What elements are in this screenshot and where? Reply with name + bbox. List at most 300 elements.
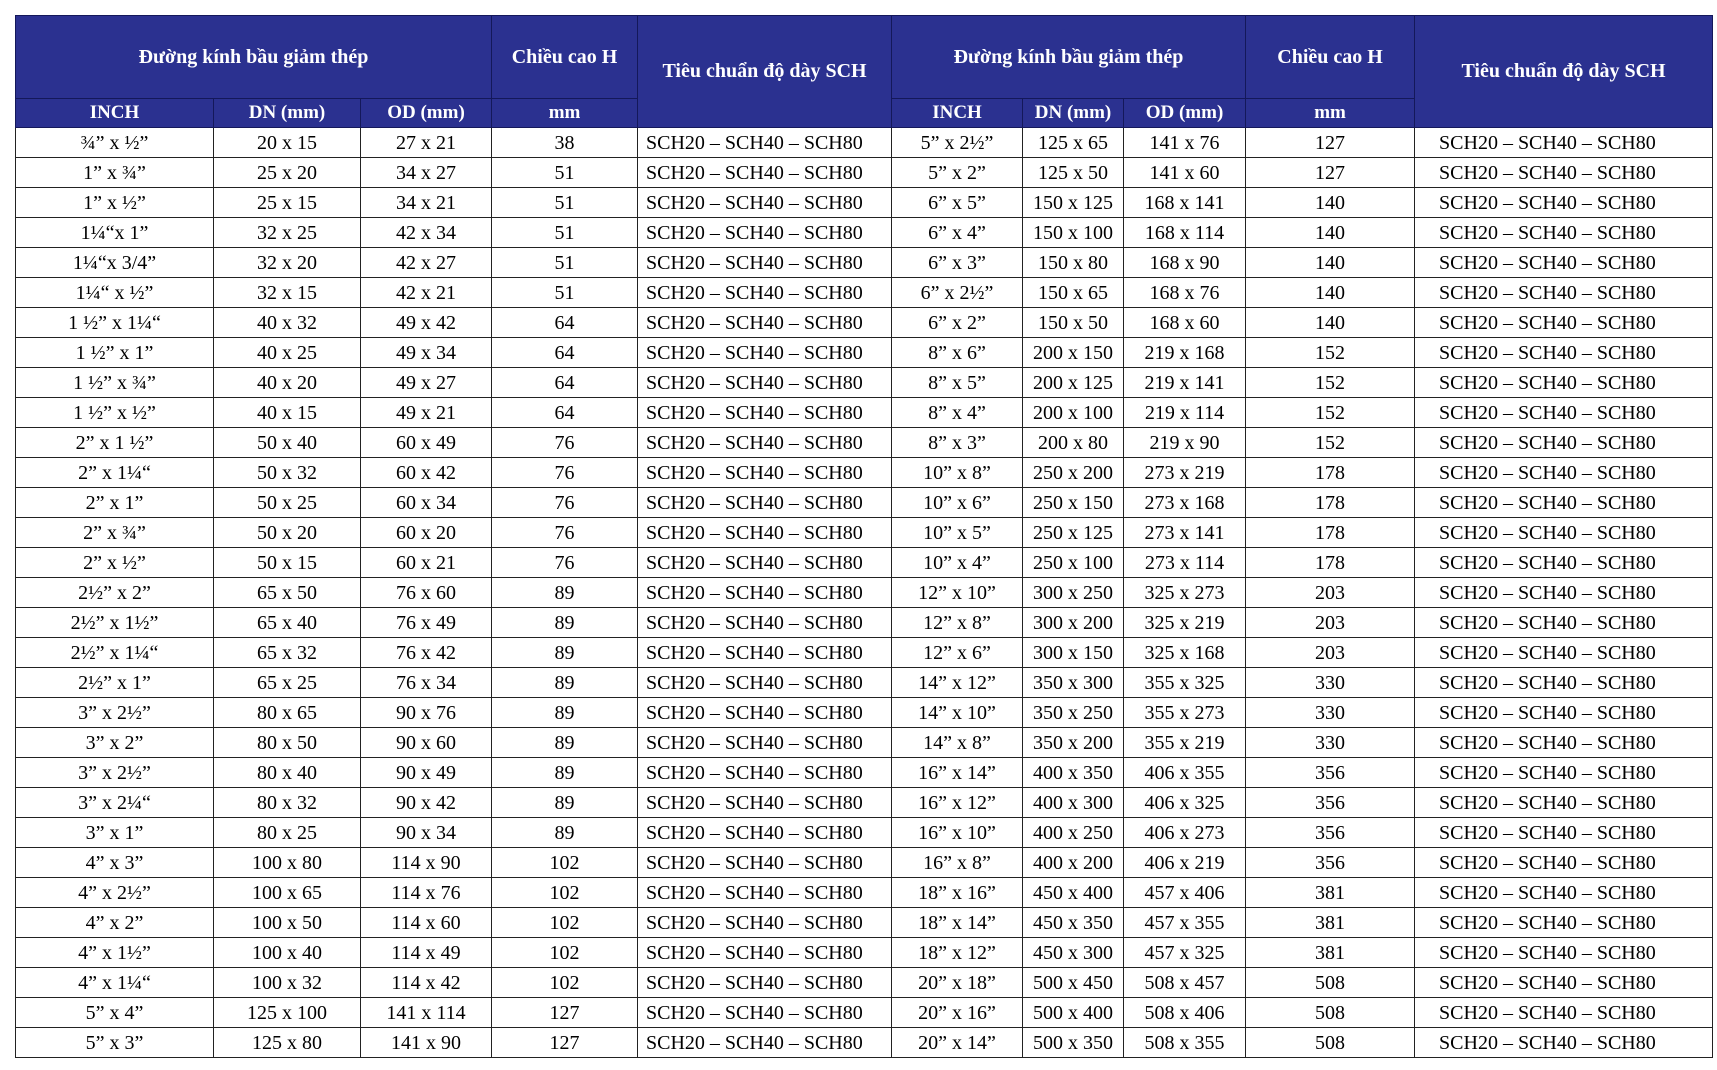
table-row xyxy=(16,998,1713,1028)
table-row xyxy=(16,458,1713,488)
dn-cell: 25 x 15 xyxy=(214,188,361,218)
od-cell: 168 x 90 xyxy=(1124,248,1246,278)
dn-cell: 100 x 50 xyxy=(214,908,361,938)
inch-cell: 16” x 10” xyxy=(892,818,1023,848)
header-diameter-2: Đường kính bầu giảm thép xyxy=(892,16,1246,99)
dn-cell: 150 x 125 xyxy=(1023,188,1124,218)
inch-cell: 1 ½” x 1¼“ xyxy=(16,308,214,338)
height-cell: 89 xyxy=(492,668,638,698)
sch-cell: SCH20 – SCH40 – SCH80 xyxy=(638,638,892,668)
od-cell: 60 x 20 xyxy=(361,518,492,548)
height-cell: 203 xyxy=(1246,578,1415,608)
inch-cell: 12” x 6” xyxy=(892,638,1023,668)
header-unit-2: mm xyxy=(1246,99,1415,128)
height-cell: 140 xyxy=(1246,308,1415,338)
sch-cell: SCH20 – SCH40 – SCH80 xyxy=(1415,158,1713,188)
height-cell: 64 xyxy=(492,398,638,428)
inch-cell: 1 ½” x 1” xyxy=(16,338,214,368)
inch-cell: 5” x 3” xyxy=(16,1028,214,1058)
height-cell: 356 xyxy=(1246,818,1415,848)
od-cell: 42 x 27 xyxy=(361,248,492,278)
od-cell: 325 x 219 xyxy=(1124,608,1246,638)
height-cell: 140 xyxy=(1246,218,1415,248)
height-cell: 38 xyxy=(492,128,638,158)
inch-cell: 2½” x 2” xyxy=(16,578,214,608)
sch-cell: SCH20 – SCH40 – SCH80 xyxy=(638,248,892,278)
sch-cell: SCH20 – SCH40 – SCH80 xyxy=(1415,488,1713,518)
table-header xyxy=(16,16,1713,128)
inch-cell: 4” x 1½” xyxy=(16,938,214,968)
inch-cell: 16” x 12” xyxy=(892,788,1023,818)
dn-cell: 50 x 25 xyxy=(214,488,361,518)
dn-cell: 150 x 100 xyxy=(1023,218,1124,248)
sch-cell: SCH20 – SCH40 – SCH80 xyxy=(1415,458,1713,488)
header-dn-1: DN (mm) xyxy=(214,99,361,128)
sch-cell: SCH20 – SCH40 – SCH80 xyxy=(1415,398,1713,428)
od-cell: 34 x 27 xyxy=(361,158,492,188)
dn-cell: 125 x 80 xyxy=(214,1028,361,1058)
height-cell: 89 xyxy=(492,698,638,728)
sch-cell: SCH20 – SCH40 – SCH80 xyxy=(1415,638,1713,668)
sch-cell: SCH20 – SCH40 – SCH80 xyxy=(638,398,892,428)
dn-cell: 25 x 20 xyxy=(214,158,361,188)
sch-cell: SCH20 – SCH40 – SCH80 xyxy=(638,698,892,728)
dn-cell: 32 x 15 xyxy=(214,278,361,308)
table-row xyxy=(16,698,1713,728)
dn-cell: 40 x 20 xyxy=(214,368,361,398)
dn-cell: 250 x 100 xyxy=(1023,548,1124,578)
height-cell: 152 xyxy=(1246,398,1415,428)
od-cell: 114 x 49 xyxy=(361,938,492,968)
od-cell: 27 x 21 xyxy=(361,128,492,158)
od-cell: 76 x 60 xyxy=(361,578,492,608)
height-cell: 64 xyxy=(492,338,638,368)
sch-cell: SCH20 – SCH40 – SCH80 xyxy=(1415,218,1713,248)
inch-cell: 18” x 16” xyxy=(892,878,1023,908)
height-cell: 51 xyxy=(492,158,638,188)
height-cell: 140 xyxy=(1246,248,1415,278)
inch-cell: 3” x 2½” xyxy=(16,758,214,788)
height-cell: 178 xyxy=(1246,488,1415,518)
spec-table-container xyxy=(15,15,1712,1058)
height-cell: 76 xyxy=(492,518,638,548)
inch-cell: ¾” x ½” xyxy=(16,128,214,158)
sch-cell: SCH20 – SCH40 – SCH80 xyxy=(1415,548,1713,578)
sch-cell: SCH20 – SCH40 – SCH80 xyxy=(1415,968,1713,998)
header-dn-2: DN (mm) xyxy=(1023,99,1124,128)
table-row xyxy=(16,638,1713,668)
header-sch-2: Tiêu chuẩn độ dày SCH xyxy=(1415,16,1713,128)
od-cell: 76 x 34 xyxy=(361,668,492,698)
od-cell: 406 x 219 xyxy=(1124,848,1246,878)
inch-cell: 3” x 2¼“ xyxy=(16,788,214,818)
sch-cell: SCH20 – SCH40 – SCH80 xyxy=(1415,818,1713,848)
dn-cell: 300 x 250 xyxy=(1023,578,1124,608)
height-cell: 89 xyxy=(492,608,638,638)
inch-cell: 8” x 5” xyxy=(892,368,1023,398)
height-cell: 178 xyxy=(1246,518,1415,548)
dn-cell: 125 x 100 xyxy=(214,998,361,1028)
dn-cell: 450 x 350 xyxy=(1023,908,1124,938)
dn-cell: 100 x 80 xyxy=(214,848,361,878)
table-row xyxy=(16,818,1713,848)
inch-cell: 1” x ½” xyxy=(16,188,214,218)
dn-cell: 100 x 40 xyxy=(214,938,361,968)
sch-cell: SCH20 – SCH40 – SCH80 xyxy=(638,1028,892,1058)
od-cell: 90 x 42 xyxy=(361,788,492,818)
inch-cell: 10” x 4” xyxy=(892,548,1023,578)
inch-cell: 14” x 8” xyxy=(892,728,1023,758)
inch-cell: 10” x 8” xyxy=(892,458,1023,488)
header-sch-1: Tiêu chuẩn độ dày SCH xyxy=(638,16,892,128)
height-cell: 356 xyxy=(1246,848,1415,878)
inch-cell: 8” x 6” xyxy=(892,338,1023,368)
height-cell: 89 xyxy=(492,728,638,758)
table-row xyxy=(16,728,1713,758)
header-unit-1: mm xyxy=(492,99,638,128)
dn-cell: 250 x 200 xyxy=(1023,458,1124,488)
od-cell: 141 x 76 xyxy=(1124,128,1246,158)
inch-cell: 14” x 12” xyxy=(892,668,1023,698)
od-cell: 273 x 141 xyxy=(1124,518,1246,548)
dn-cell: 150 x 50 xyxy=(1023,308,1124,338)
od-cell: 141 x 114 xyxy=(361,998,492,1028)
dn-cell: 100 x 32 xyxy=(214,968,361,998)
inch-cell: 1” x ¾” xyxy=(16,158,214,188)
inch-cell: 14” x 10” xyxy=(892,698,1023,728)
table-row xyxy=(16,308,1713,338)
dn-cell: 500 x 450 xyxy=(1023,968,1124,998)
inch-cell: 6” x 3” xyxy=(892,248,1023,278)
height-cell: 127 xyxy=(1246,128,1415,158)
height-cell: 508 xyxy=(1246,1028,1415,1058)
height-cell: 102 xyxy=(492,938,638,968)
dn-cell: 350 x 200 xyxy=(1023,728,1124,758)
height-cell: 51 xyxy=(492,188,638,218)
sch-cell: SCH20 – SCH40 – SCH80 xyxy=(638,308,892,338)
sch-cell: SCH20 – SCH40 – SCH80 xyxy=(1415,128,1713,158)
dn-cell: 40 x 15 xyxy=(214,398,361,428)
od-cell: 273 x 114 xyxy=(1124,548,1246,578)
od-cell: 219 x 141 xyxy=(1124,368,1246,398)
dn-cell: 350 x 250 xyxy=(1023,698,1124,728)
table-row xyxy=(16,518,1713,548)
sch-cell: SCH20 – SCH40 – SCH80 xyxy=(1415,698,1713,728)
inch-cell: 3” x 2½” xyxy=(16,698,214,728)
height-cell: 102 xyxy=(492,878,638,908)
sch-cell: SCH20 – SCH40 – SCH80 xyxy=(638,188,892,218)
od-cell: 42 x 21 xyxy=(361,278,492,308)
inch-cell: 5” x 2½” xyxy=(892,128,1023,158)
od-cell: 219 x 114 xyxy=(1124,398,1246,428)
od-cell: 355 x 273 xyxy=(1124,698,1246,728)
inch-cell: 1¼“x 1” xyxy=(16,218,214,248)
height-cell: 203 xyxy=(1246,638,1415,668)
dn-cell: 200 x 80 xyxy=(1023,428,1124,458)
sch-cell: SCH20 – SCH40 – SCH80 xyxy=(638,428,892,458)
height-cell: 64 xyxy=(492,368,638,398)
dn-cell: 400 x 300 xyxy=(1023,788,1124,818)
sch-cell: SCH20 – SCH40 – SCH80 xyxy=(1415,188,1713,218)
sch-cell: SCH20 – SCH40 – SCH80 xyxy=(1415,608,1713,638)
table-row xyxy=(16,338,1713,368)
table-row xyxy=(16,278,1713,308)
height-cell: 127 xyxy=(492,1028,638,1058)
sch-cell: SCH20 – SCH40 – SCH80 xyxy=(638,908,892,938)
dn-cell: 400 x 350 xyxy=(1023,758,1124,788)
dn-cell: 32 x 25 xyxy=(214,218,361,248)
height-cell: 51 xyxy=(492,278,638,308)
header-inch-2: INCH xyxy=(892,99,1023,128)
sch-cell: SCH20 – SCH40 – SCH80 xyxy=(1415,368,1713,398)
od-cell: 325 x 168 xyxy=(1124,638,1246,668)
dn-cell: 50 x 32 xyxy=(214,458,361,488)
height-cell: 127 xyxy=(492,998,638,1028)
dn-cell: 200 x 150 xyxy=(1023,338,1124,368)
inch-cell: 2” x 1¼“ xyxy=(16,458,214,488)
od-cell: 90 x 34 xyxy=(361,818,492,848)
inch-cell: 4” x 3” xyxy=(16,848,214,878)
height-cell: 178 xyxy=(1246,458,1415,488)
table-row xyxy=(16,848,1713,878)
od-cell: 49 x 42 xyxy=(361,308,492,338)
height-cell: 178 xyxy=(1246,548,1415,578)
height-cell: 51 xyxy=(492,218,638,248)
sch-cell: SCH20 – SCH40 – SCH80 xyxy=(638,488,892,518)
height-cell: 152 xyxy=(1246,338,1415,368)
reducer-spec-table xyxy=(15,15,1713,1058)
inch-cell: 8” x 3” xyxy=(892,428,1023,458)
dn-cell: 65 x 50 xyxy=(214,578,361,608)
table-row xyxy=(16,368,1713,398)
table-row xyxy=(16,908,1713,938)
dn-cell: 65 x 25 xyxy=(214,668,361,698)
sch-cell: SCH20 – SCH40 – SCH80 xyxy=(638,158,892,188)
dn-cell: 32 x 20 xyxy=(214,248,361,278)
sch-cell: SCH20 – SCH40 – SCH80 xyxy=(638,668,892,698)
od-cell: 168 x 141 xyxy=(1124,188,1246,218)
od-cell: 355 x 325 xyxy=(1124,668,1246,698)
od-cell: 114 x 60 xyxy=(361,908,492,938)
od-cell: 49 x 27 xyxy=(361,368,492,398)
dn-cell: 300 x 200 xyxy=(1023,608,1124,638)
inch-cell: 4” x 1¼“ xyxy=(16,968,214,998)
inch-cell: 16” x 14” xyxy=(892,758,1023,788)
inch-cell: 6” x 2½” xyxy=(892,278,1023,308)
od-cell: 508 x 355 xyxy=(1124,1028,1246,1058)
table-row xyxy=(16,788,1713,818)
height-cell: 381 xyxy=(1246,938,1415,968)
od-cell: 114 x 76 xyxy=(361,878,492,908)
dn-cell: 300 x 150 xyxy=(1023,638,1124,668)
inch-cell: 18” x 14” xyxy=(892,908,1023,938)
sch-cell: SCH20 – SCH40 – SCH80 xyxy=(638,578,892,608)
sch-cell: SCH20 – SCH40 – SCH80 xyxy=(638,938,892,968)
sch-cell: SCH20 – SCH40 – SCH80 xyxy=(1415,938,1713,968)
sch-cell: SCH20 – SCH40 – SCH80 xyxy=(1415,848,1713,878)
od-cell: 141 x 60 xyxy=(1124,158,1246,188)
table-row xyxy=(16,968,1713,998)
dn-cell: 125 x 50 xyxy=(1023,158,1124,188)
height-cell: 140 xyxy=(1246,188,1415,218)
dn-cell: 40 x 25 xyxy=(214,338,361,368)
od-cell: 273 x 219 xyxy=(1124,458,1246,488)
height-cell: 89 xyxy=(492,758,638,788)
sch-cell: SCH20 – SCH40 – SCH80 xyxy=(638,818,892,848)
sch-cell: SCH20 – SCH40 – SCH80 xyxy=(1415,728,1713,758)
sch-cell: SCH20 – SCH40 – SCH80 xyxy=(1415,308,1713,338)
height-cell: 508 xyxy=(1246,998,1415,1028)
dn-cell: 100 x 65 xyxy=(214,878,361,908)
inch-cell: 12” x 8” xyxy=(892,608,1023,638)
table-row xyxy=(16,608,1713,638)
inch-cell: 10” x 5” xyxy=(892,518,1023,548)
table-row xyxy=(16,218,1713,248)
dn-cell: 500 x 400 xyxy=(1023,998,1124,1028)
inch-cell: 3” x 1” xyxy=(16,818,214,848)
od-cell: 60 x 34 xyxy=(361,488,492,518)
sch-cell: SCH20 – SCH40 – SCH80 xyxy=(1415,668,1713,698)
inch-cell: 16” x 8” xyxy=(892,848,1023,878)
od-cell: 49 x 34 xyxy=(361,338,492,368)
table-row xyxy=(16,548,1713,578)
inch-cell: 6” x 4” xyxy=(892,218,1023,248)
table-row xyxy=(16,188,1713,218)
od-cell: 406 x 273 xyxy=(1124,818,1246,848)
od-cell: 219 x 168 xyxy=(1124,338,1246,368)
inch-cell: 1¼“ x ½” xyxy=(16,278,214,308)
sch-cell: SCH20 – SCH40 – SCH80 xyxy=(638,968,892,998)
od-cell: 60 x 21 xyxy=(361,548,492,578)
table-row xyxy=(16,158,1713,188)
sch-cell: SCH20 – SCH40 – SCH80 xyxy=(638,548,892,578)
od-cell: 168 x 76 xyxy=(1124,278,1246,308)
od-cell: 90 x 60 xyxy=(361,728,492,758)
height-cell: 102 xyxy=(492,848,638,878)
table-row xyxy=(16,938,1713,968)
sch-cell: SCH20 – SCH40 – SCH80 xyxy=(638,518,892,548)
sch-cell: SCH20 – SCH40 – SCH80 xyxy=(638,218,892,248)
od-cell: 168 x 114 xyxy=(1124,218,1246,248)
sch-cell: SCH20 – SCH40 – SCH80 xyxy=(1415,788,1713,818)
inch-cell: 6” x 5” xyxy=(892,188,1023,218)
inch-cell: 8” x 4” xyxy=(892,398,1023,428)
sch-cell: SCH20 – SCH40 – SCH80 xyxy=(638,608,892,638)
sch-cell: SCH20 – SCH40 – SCH80 xyxy=(638,338,892,368)
table-row xyxy=(16,758,1713,788)
sch-cell: SCH20 – SCH40 – SCH80 xyxy=(638,128,892,158)
height-cell: 102 xyxy=(492,968,638,998)
inch-cell: 20” x 18” xyxy=(892,968,1023,998)
sch-cell: SCH20 – SCH40 – SCH80 xyxy=(1415,428,1713,458)
inch-cell: 2½” x 1¼“ xyxy=(16,638,214,668)
sch-cell: SCH20 – SCH40 – SCH80 xyxy=(638,878,892,908)
header-inch-1: INCH xyxy=(16,99,214,128)
inch-cell: 4” x 2” xyxy=(16,908,214,938)
sch-cell: SCH20 – SCH40 – SCH80 xyxy=(1415,1028,1713,1058)
inch-cell: 1¼“x 3/4” xyxy=(16,248,214,278)
table-row xyxy=(16,488,1713,518)
sch-cell: SCH20 – SCH40 – SCH80 xyxy=(638,278,892,308)
dn-cell: 40 x 32 xyxy=(214,308,361,338)
od-cell: 60 x 49 xyxy=(361,428,492,458)
inch-cell: 2” x 1” xyxy=(16,488,214,518)
dn-cell: 400 x 250 xyxy=(1023,818,1124,848)
inch-cell: 1 ½” x ½” xyxy=(16,398,214,428)
inch-cell: 4” x 2½” xyxy=(16,878,214,908)
table-row xyxy=(16,248,1713,278)
dn-cell: 350 x 300 xyxy=(1023,668,1124,698)
height-cell: 89 xyxy=(492,788,638,818)
dn-cell: 65 x 32 xyxy=(214,638,361,668)
sch-cell: SCH20 – SCH40 – SCH80 xyxy=(1415,338,1713,368)
inch-cell: 18” x 12” xyxy=(892,938,1023,968)
height-cell: 140 xyxy=(1246,278,1415,308)
header-od-1: OD (mm) xyxy=(361,99,492,128)
dn-cell: 50 x 20 xyxy=(214,518,361,548)
sch-cell: SCH20 – SCH40 – SCH80 xyxy=(1415,278,1713,308)
height-cell: 89 xyxy=(492,578,638,608)
height-cell: 89 xyxy=(492,818,638,848)
dn-cell: 150 x 65 xyxy=(1023,278,1124,308)
sch-cell: SCH20 – SCH40 – SCH80 xyxy=(638,788,892,818)
od-cell: 457 x 355 xyxy=(1124,908,1246,938)
sch-cell: SCH20 – SCH40 – SCH80 xyxy=(1415,578,1713,608)
height-cell: 76 xyxy=(492,428,638,458)
dn-cell: 80 x 25 xyxy=(214,818,361,848)
dn-cell: 80 x 40 xyxy=(214,758,361,788)
od-cell: 90 x 49 xyxy=(361,758,492,788)
inch-cell: 20” x 14” xyxy=(892,1028,1023,1058)
table-body xyxy=(16,128,1713,1058)
od-cell: 76 x 49 xyxy=(361,608,492,638)
dn-cell: 200 x 125 xyxy=(1023,368,1124,398)
height-cell: 330 xyxy=(1246,698,1415,728)
inch-cell: 10” x 6” xyxy=(892,488,1023,518)
table-row xyxy=(16,878,1713,908)
height-cell: 152 xyxy=(1246,368,1415,398)
sch-cell: SCH20 – SCH40 – SCH80 xyxy=(1415,998,1713,1028)
sch-cell: SCH20 – SCH40 – SCH80 xyxy=(638,758,892,788)
table-row xyxy=(16,668,1713,698)
height-cell: 356 xyxy=(1246,758,1415,788)
od-cell: 90 x 76 xyxy=(361,698,492,728)
od-cell: 219 x 90 xyxy=(1124,428,1246,458)
height-cell: 330 xyxy=(1246,728,1415,758)
sch-cell: SCH20 – SCH40 – SCH80 xyxy=(1415,518,1713,548)
dn-cell: 80 x 65 xyxy=(214,698,361,728)
od-cell: 114 x 42 xyxy=(361,968,492,998)
table-row xyxy=(16,128,1713,158)
od-cell: 355 x 219 xyxy=(1124,728,1246,758)
height-cell: 76 xyxy=(492,458,638,488)
od-cell: 76 x 42 xyxy=(361,638,492,668)
table-row xyxy=(16,398,1713,428)
dn-cell: 80 x 32 xyxy=(214,788,361,818)
dn-cell: 400 x 200 xyxy=(1023,848,1124,878)
inch-cell: 2½” x 1½” xyxy=(16,608,214,638)
dn-cell: 80 x 50 xyxy=(214,728,361,758)
sch-cell: SCH20 – SCH40 – SCH80 xyxy=(638,728,892,758)
height-cell: 356 xyxy=(1246,788,1415,818)
od-cell: 325 x 273 xyxy=(1124,578,1246,608)
sch-cell: SCH20 – SCH40 – SCH80 xyxy=(1415,758,1713,788)
header-diameter-1: Đường kính bầu giảm thép xyxy=(16,16,492,99)
inch-cell: 2” x 1 ½” xyxy=(16,428,214,458)
dn-cell: 250 x 150 xyxy=(1023,488,1124,518)
inch-cell: 12” x 10” xyxy=(892,578,1023,608)
height-cell: 330 xyxy=(1246,668,1415,698)
